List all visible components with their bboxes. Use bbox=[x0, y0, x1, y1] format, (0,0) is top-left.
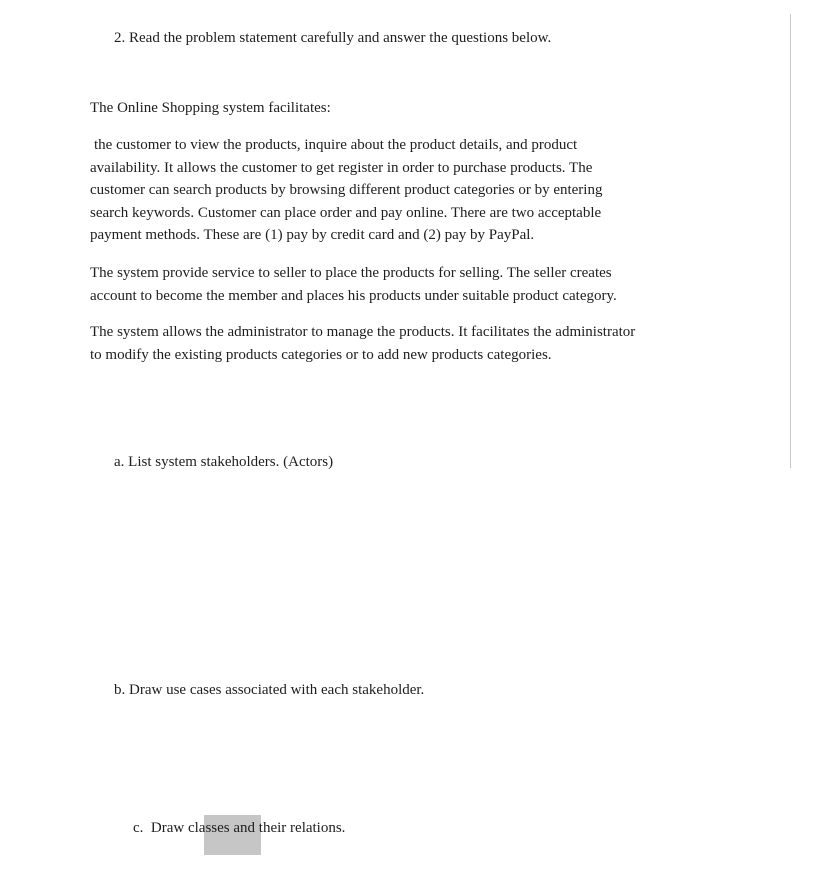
admin-paragraph bbox=[90, 321, 780, 367]
paragraph-line: customer can search products by browsing different product categories or by entering bbox=[90, 182, 603, 198]
intro-text: The Online Shopping system facilitates: bbox=[90, 100, 331, 116]
paragraph-line: to modify the existing products categories or to add new products categories. bbox=[90, 347, 552, 363]
subquestion-c bbox=[133, 819, 345, 837]
paragraph-line: The system provide service to seller to place the products for selling. The seller creates bbox=[90, 265, 612, 281]
seller-paragraph bbox=[90, 262, 780, 308]
subquestion-a: a. List system stakeholders. (Actors) bbox=[114, 454, 334, 470]
page-edge-rule bbox=[790, 14, 791, 468]
paragraph-line: availability. It allows the customer to get register in order to purchase products. The bbox=[90, 159, 593, 176]
paragraph-line: the customer to view the products, inquire about the product details, and product bbox=[94, 137, 578, 153]
paragraph-line: The system allows the administrator to manage the products. It facilitates the administrator bbox=[90, 324, 636, 340]
question-heading: 2. Read the problem statement carefully and answer the questions below. bbox=[114, 30, 552, 46]
highlighted-word: classes bbox=[187, 820, 230, 836]
customer-paragraph bbox=[90, 134, 780, 247]
subquestion-c-suffix: and their relations. bbox=[229, 820, 346, 836]
paragraph-line: account to become the member and places his products under suitable product category. bbox=[90, 288, 617, 304]
paragraph-line: payment methods. These are (1) pay by credit card and (2) pay by PayPal. bbox=[90, 227, 535, 243]
subquestion-b: b. Draw use cases associated with each stakeholder. bbox=[114, 682, 425, 698]
paragraph-line: search keywords. Customer can place order and pay online. There are two acceptable bbox=[90, 204, 602, 221]
subquestion-c-prefix: c. Draw bbox=[133, 820, 188, 836]
